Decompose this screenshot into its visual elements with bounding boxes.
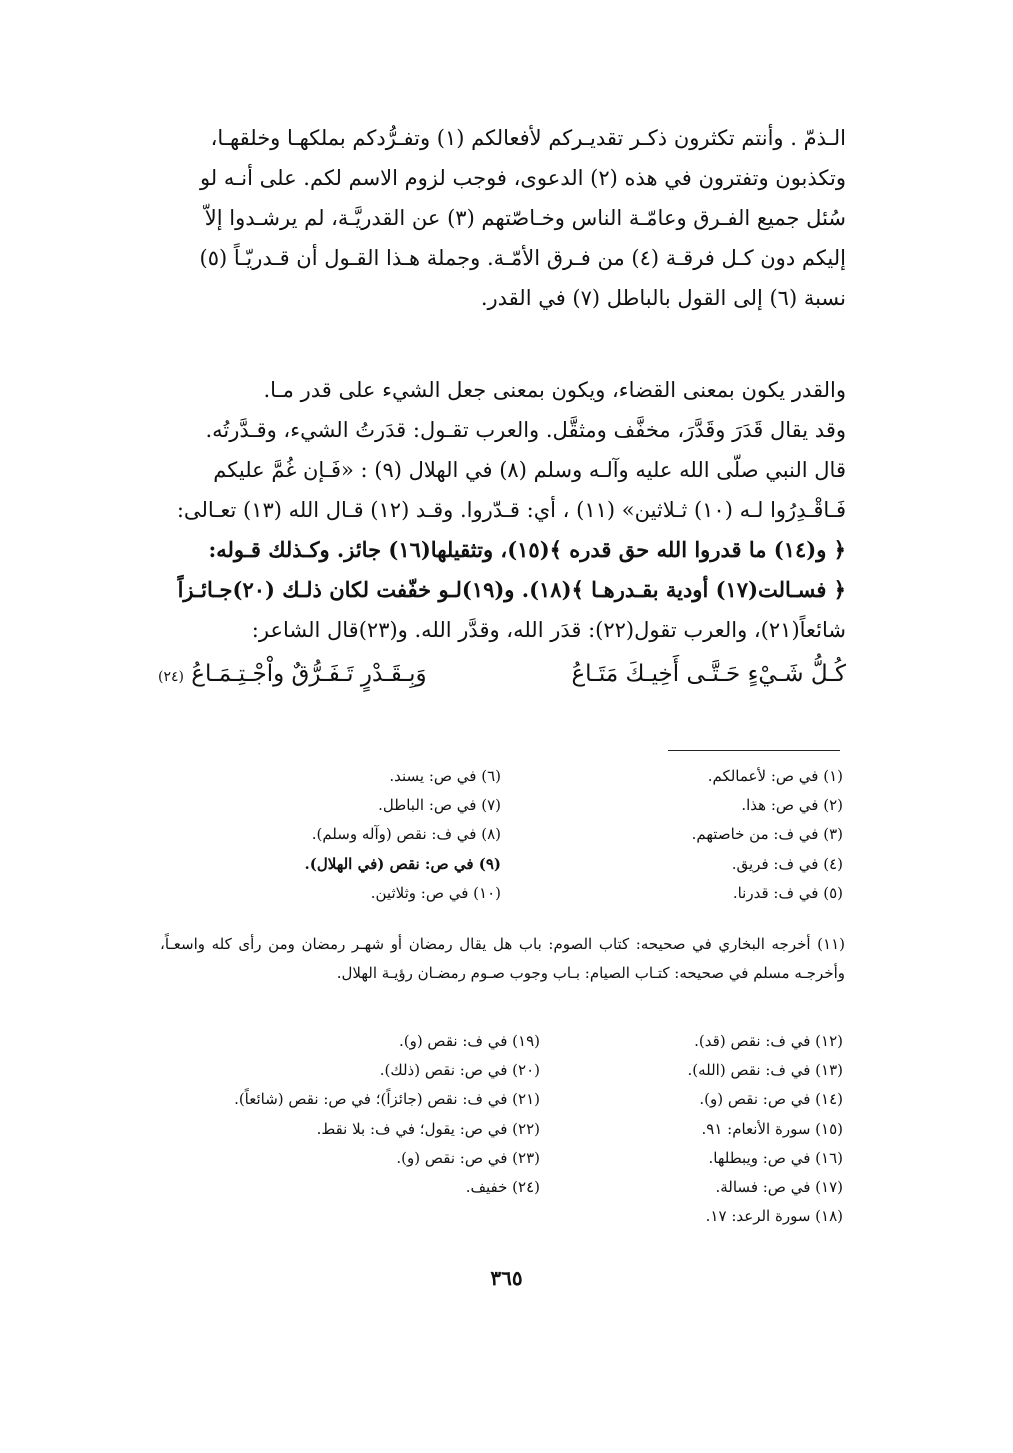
paragraph-1	[158, 118, 846, 370]
text-line: قال النبي صلّى الله عليه وآلـه وسلم (٨) في الهلال (٩) : «فَـإن غُمَّ عليكم	[213, 458, 846, 482]
page-number: ٣٦٥	[490, 1266, 523, 1290]
footnote: (١٧) في ص: فسالة.	[715, 1178, 843, 1197]
footnote: (٢١) في ف: نقص (جائزاً)؛ في ص: نقص (شائعاً).	[234, 1090, 540, 1109]
footnote: (١) في ص: لأعمالكم.	[707, 767, 843, 785]
paragraph-2	[158, 370, 846, 650]
footnote: (١٩) في ف: نقص (و).	[398, 1032, 540, 1050]
footnote: (٦) في ص: يسند.	[389, 767, 501, 785]
footnote-divider	[668, 750, 840, 751]
verse-first-hemistich: كُـلُّ شَـيْءٍ حَـتَّـى أَخِيـكَ مَتَـاعُ	[571, 661, 846, 687]
footnote: (٢٤) خفيف.	[465, 1178, 540, 1197]
footnote: (٢٣) في ص: نقص (و).	[396, 1148, 540, 1167]
text-line: ﴿ فسـالت(١٧) أودية بقـدرهـا ﴾(١٨). و(١٩)لـو خفّفت لكان ذلـك (٢٠)جـائـزاً	[177, 577, 846, 602]
footnote-long: (١١) أخرجه البخاري في صحيحه: كتاب الصوم: باب هل يقال رمضان أو شهـر رمضان ومن رأى كله واسعـاً، وأخرجـه مسلم في صحيحه: كتـاب الصيام: بـاب وجوب صـوم رمضـان رؤيـة الهلال.	[160, 935, 845, 982]
footnotes-group1-left	[305, 762, 501, 908]
text-line: فَـاقْـدِرُوا لـه (١٠) ثـلاثين» (١١) ، أي: قـدّروا. وقـد (١٢) قـال الله (١٣) تعـالى:	[176, 498, 846, 522]
text-line: إليكم دون كـل فرقـة (٤) من فـرق الأمّـة. وجملة هـذا القـول أن قـدريّـاً (٥)	[199, 246, 846, 270]
text-line: نسبة (٦) إلى القول بالباطل (٧) في القدر.	[480, 286, 846, 310]
text-line: والقدر يكون بمعنى القضاء، ويكون بمعنى جعل الشيء على قدر مـا.	[263, 378, 846, 402]
verse-second-text: وَبِـقَـدْرٍ تَـفَـرُّقٌ واْجْـتِـمَـاعُ	[191, 661, 427, 687]
text-line: سُئل جميع الفـرق وعامّـة الناس وخـاصّتهم (٣) عن القدريَّـة، لم يرشـدوا إلاّ	[204, 206, 846, 230]
text-line: وتكذبون وتفترون في هذه (٢) الدعوى، فوجب لزوم الاسم لكم. على أنـه لو	[199, 166, 846, 190]
footnotes-group1-right	[692, 762, 843, 908]
footnote: (٤) في ف: فريق.	[731, 854, 843, 873]
footnote: (٨) في ف: نقص (وآله وسلم).	[311, 825, 501, 844]
text-line: شائعاً(٢١)، والعرب تقول(٢٢): قدَر الله، وقدَّر الله. و(٢٣)قال الشاعر:	[251, 618, 846, 642]
text-line: ﴿ و(١٤) ما قدروا الله حق قدره ﴾(١٥)، وتثقيلها(١٦) جائز. وكـذلك قـوله:	[208, 537, 846, 562]
main-text	[158, 118, 846, 699]
footnote: (١٠) في ص: وثلاثين.	[370, 883, 501, 902]
poetry-verse	[158, 652, 846, 699]
footnote: (١٥) سورة الأنعام: ٩١.	[701, 1119, 843, 1138]
verse-footnote-ref: (٢٤)	[158, 669, 184, 685]
text-line: وقد يقال قَدَرَ وقَدَّرَ، مخفَّف ومثقَّل. والعرب تقـول: قدَرتُ الشيء، وقـدَّرتُه.	[205, 418, 846, 442]
footnote: (٧) في ص: الباطل.	[378, 796, 501, 815]
text-line: الـذمّ . وأنتم تكثرون ذكـر تقديـركم لأفعالكم (١) وتفـرُّدكم بملكهـا وخلقهـا،	[210, 126, 846, 150]
footnote: (١٢) في ف: نقص (قد).	[694, 1032, 843, 1050]
footnote: (١٦) في ص: ويبطلها.	[708, 1148, 843, 1167]
footnote: (٩) في ص: نقص (في الهلال).	[304, 854, 501, 873]
footnote: (٥) في ف: قدرنا.	[732, 883, 843, 902]
footnote: (١٤) في ص: نقص (و).	[699, 1090, 843, 1109]
footnote: (١٣) في ف: نقص (الله).	[687, 1061, 843, 1080]
verse-second-hemistich	[158, 652, 427, 699]
footnote: (٢٢) في ص: يقول؛ في ف: بلا نقط.	[316, 1119, 540, 1138]
footnote: (٢) في ص: هذا.	[741, 796, 843, 815]
footnote: (٢٠) في ص: نقص (ذلك).	[379, 1061, 540, 1080]
footnote: (٣) في ف: من خاصتهم.	[691, 825, 843, 844]
footnotes-group2-left	[234, 1027, 540, 1202]
footnote: (١٨) سورة الرعد: ١٧.	[705, 1207, 843, 1226]
footnotes-group2-right	[687, 1027, 843, 1231]
